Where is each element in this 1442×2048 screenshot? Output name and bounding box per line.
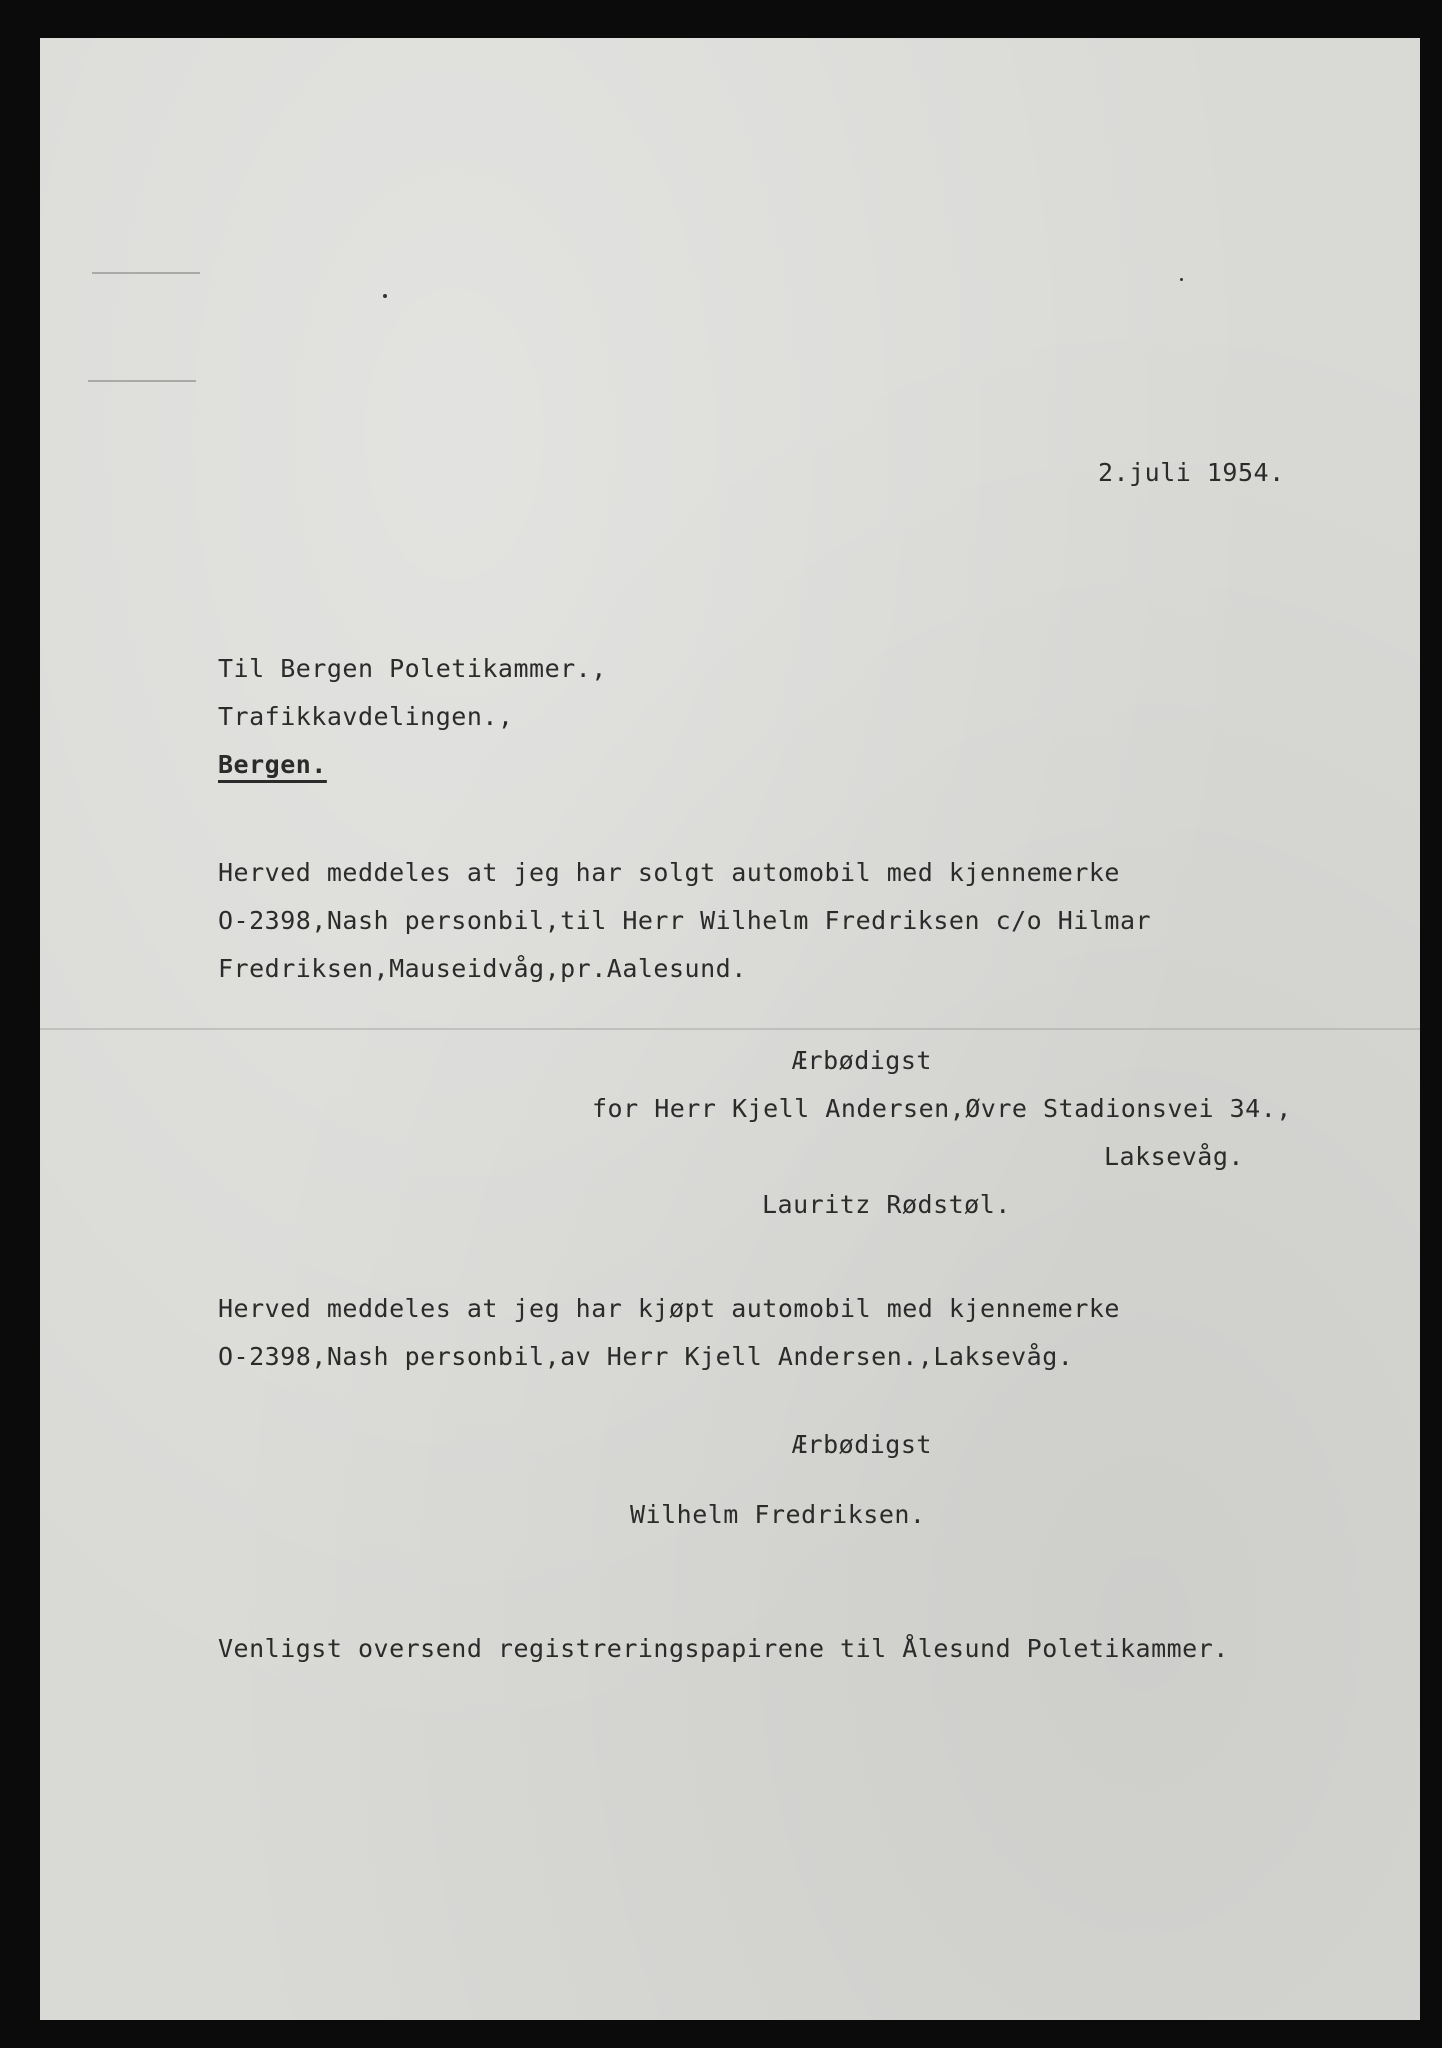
purchase-paragraph-line: Herved meddeles at jeg har kjøpt automobil med kjennemerke <box>218 1294 1120 1323</box>
sale-paragraph-line: O-2398,Nash personbil,til Herr Wilhelm Fredriksen c/o Hilmar <box>218 906 1152 935</box>
recipient-line-1: Til Bergen Poletikammer., <box>218 654 607 683</box>
margin-mark <box>92 272 200 274</box>
buyer-closing-greeting: Ærbødigst <box>792 1430 932 1459</box>
fold-line <box>40 1028 1420 1030</box>
recipient-line-2: Trafikkavdelingen., <box>218 702 514 731</box>
sale-paragraph-line: Herved meddeles at jeg har solgt automobil med kjennemerke <box>218 858 1120 887</box>
request-line: Venligst oversend registreringspapirene til Ålesund Poletikammer. <box>218 1634 1229 1663</box>
margin-mark <box>88 380 196 382</box>
ink-speck <box>1180 278 1183 281</box>
sale-paragraph-line: Fredriksen,Mauseidvåg,pr.Aalesund. <box>218 954 747 983</box>
letter-date: 2.juli 1954. <box>1098 458 1285 487</box>
buyer-signer: Wilhelm Fredriksen. <box>630 1500 926 1529</box>
ink-speck <box>383 294 387 298</box>
purchase-paragraph-line: O-2398,Nash personbil,av Herr Kjell Andersen.,Laksevåg. <box>218 1342 1074 1371</box>
seller-place: Laksevåg. <box>1104 1142 1244 1171</box>
seller-closing-greeting: Ærbødigst <box>792 1046 932 1075</box>
seller-on-behalf: for Herr Kjell Andersen,Øvre Stadionsvei 34., <box>592 1094 1292 1123</box>
recipient-city: Bergen. <box>218 750 327 779</box>
seller-signer: Lauritz Rødstøl. <box>762 1190 1011 1219</box>
letter-sheet <box>40 38 1420 2020</box>
